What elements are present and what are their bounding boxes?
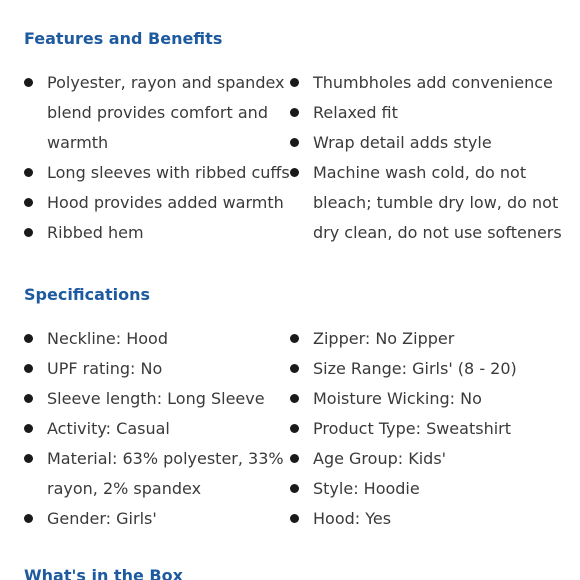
list-item (24, 414, 286, 444)
list-item-text: Wrap detail adds style (313, 133, 492, 152)
whats-in-the-box-heading: What's in the Box (24, 566, 183, 580)
list-item (290, 414, 562, 444)
list-item (24, 444, 286, 504)
list-item-text: Hood: Yes (313, 509, 392, 528)
list-item (24, 354, 286, 384)
list-item (24, 218, 286, 248)
list-item-text: Polyester, rayon and spandex (47, 73, 285, 92)
list-item-text: Size Range: Girls' (8 - 20) (313, 359, 517, 378)
list-item (24, 324, 286, 354)
list-item-text: warmth (47, 133, 109, 152)
list-item-text: bleach; tumble dry low, do not (313, 193, 559, 212)
list-item (24, 68, 286, 158)
list-item (290, 474, 562, 504)
list-item-text: blend provides comfort and (47, 103, 268, 122)
specifications-list-right (290, 324, 562, 534)
list-item-text: Relaxed fit (313, 103, 398, 122)
list-item-text: Long sleeves with ribbed cuffs (47, 163, 290, 182)
list-item-text: Ribbed hem (47, 223, 144, 242)
list-item-text: Age Group: Kids' (313, 449, 447, 468)
list-item-text: Activity: Casual (47, 419, 170, 438)
list-item (290, 68, 562, 98)
list-item (290, 384, 562, 414)
list-item-text: Hood provides added warmth (47, 193, 284, 212)
list-item (290, 504, 562, 534)
specifications-heading: Specifications (24, 285, 150, 304)
list-item-text: Zipper: No Zipper (313, 329, 455, 348)
list-item-text: Moisture Wicking: No (313, 389, 482, 408)
list-item-text: Neckline: Hood (47, 329, 168, 348)
list-item-text: Product Type: Sweatshirt (313, 419, 511, 438)
list-item-text: Sleeve length: Long Sleeve (47, 389, 265, 408)
features-benefits-heading: Features and Benefits (24, 29, 223, 48)
list-item (290, 324, 562, 354)
list-item (24, 504, 286, 534)
list-item (24, 384, 286, 414)
list-item-text: rayon, 2% spandex (47, 479, 202, 498)
list-item-text: dry clean, do not use softeners (313, 223, 562, 242)
list-item-text: UPF rating: No (47, 359, 163, 378)
list-item (290, 354, 562, 384)
list-item (24, 158, 290, 188)
list-item (290, 128, 562, 158)
list-item-text: Gender: Girls' (47, 509, 157, 528)
list-item (290, 98, 562, 128)
list-item (290, 444, 562, 474)
features-list-right (290, 68, 562, 248)
list-item (290, 158, 562, 248)
features-list-left (24, 68, 290, 248)
list-item-text: Style: Hoodie (313, 479, 420, 498)
list-item-text: Material: 63% polyester, 33% (47, 449, 284, 468)
specifications-list-left (24, 324, 286, 534)
list-item-text: Thumbholes add convenience (313, 73, 553, 92)
list-item (24, 188, 286, 218)
list-item-text: Machine wash cold, do not (313, 163, 527, 182)
